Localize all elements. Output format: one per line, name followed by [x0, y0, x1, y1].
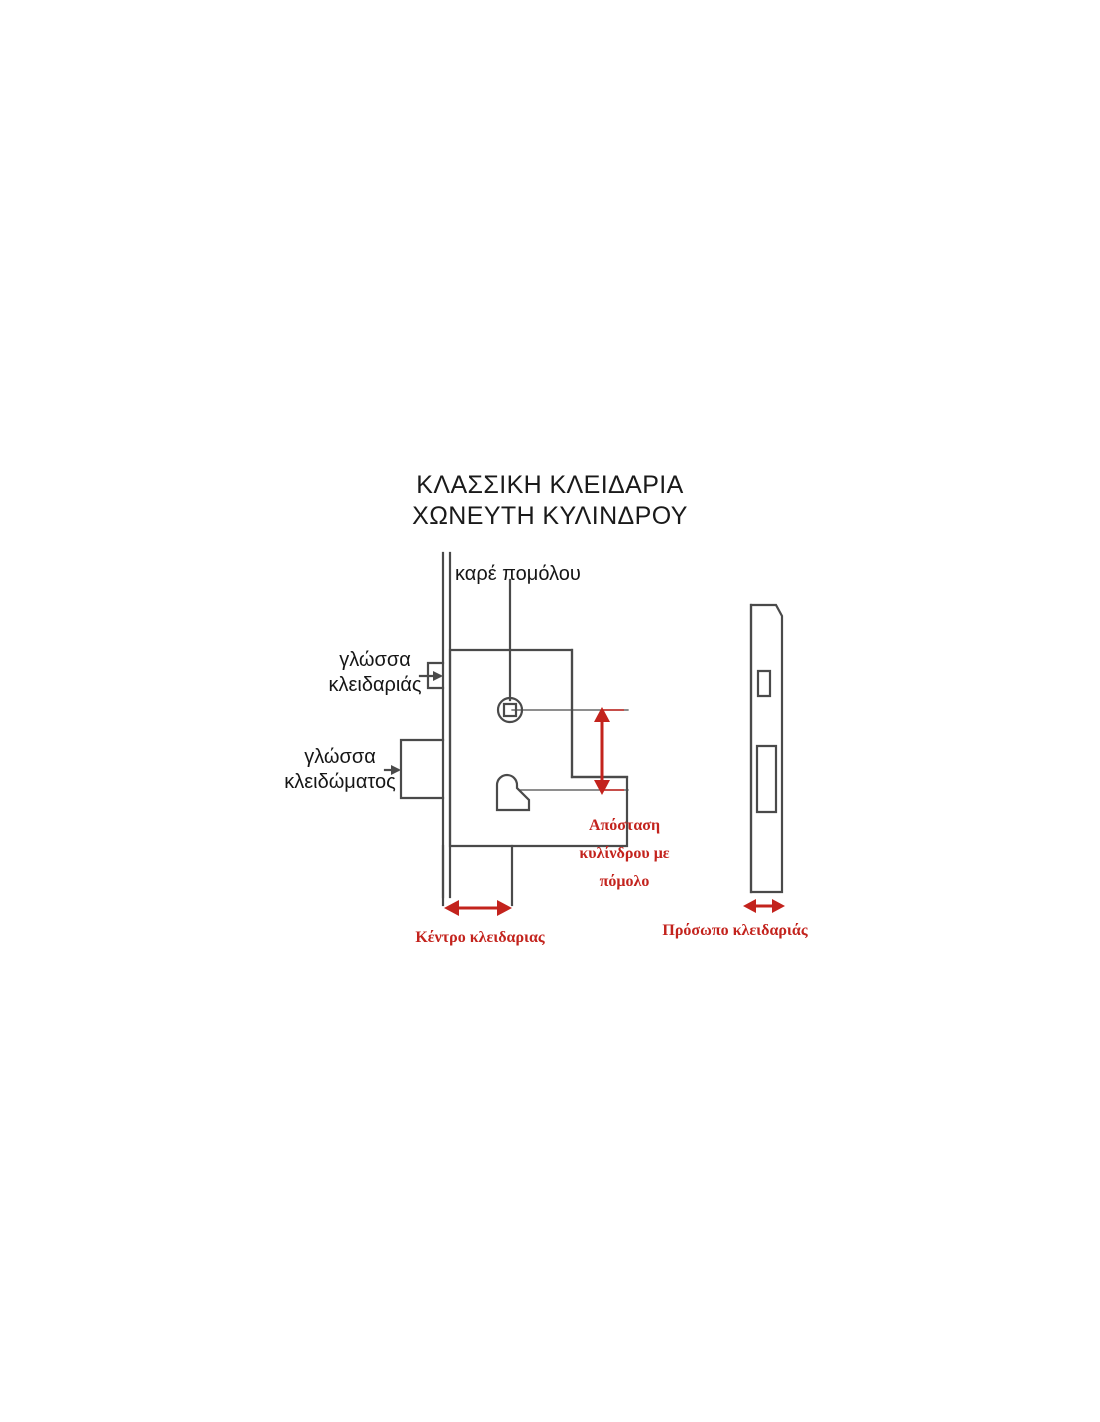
label-glossa-kleidarias-line-2: κλειδαριάς — [328, 674, 422, 696]
dim-backset-arrow-left — [444, 900, 459, 916]
dim-faceplate-arrow-left — [743, 899, 756, 913]
dim-cylinder-arrow-up — [594, 707, 610, 722]
label-kare-pomolou: καρέ πομόλου — [455, 563, 581, 585]
dim-faceplate-arrow-right — [772, 899, 785, 913]
label-glossa-kleidomatos-line-2: κλειδώματος — [284, 771, 396, 793]
label-glossa-kleidomatos — [270, 745, 410, 795]
diagram-title-line-1: ΚΛΑΣΣΙΚΗ ΚΛΕΙΔΑΡΙΑ — [416, 471, 684, 499]
label-apostasi-line-3: πόμολο — [599, 873, 650, 890]
strike-plate-bolt-opening — [757, 746, 776, 812]
cylinder-keyhole — [497, 775, 529, 810]
label-glossa-kleidarias-line-1: γλώσσα — [339, 649, 411, 671]
diagram-title — [330, 470, 770, 532]
label-kentro-kleidarias: Κέντρο κλειδαριας — [415, 929, 545, 946]
label-apostasi-line-1: Απόσταση — [588, 817, 661, 834]
label-prosopo-kleidarias: Πρόσωπο κλειδαριάς — [662, 922, 808, 939]
strike-plate-latch-opening — [758, 671, 770, 696]
strike-plate-outline — [751, 605, 782, 892]
label-apostasi-line-2: κυλίνδρου με — [579, 845, 670, 862]
dim-backset-arrow-right — [497, 900, 512, 916]
label-apostasi-kylindrou — [552, 812, 697, 896]
diagram-title-line-2: ΧΩΝΕΥΤΗ ΚΥΛΙΝΔΡΟΥ — [412, 502, 688, 530]
label-glossa-kleidomatos-line-1: γλώσσα — [304, 746, 376, 768]
label-glossa-kleidarias — [315, 648, 435, 698]
dim-cylinder-arrow-down — [594, 780, 610, 795]
